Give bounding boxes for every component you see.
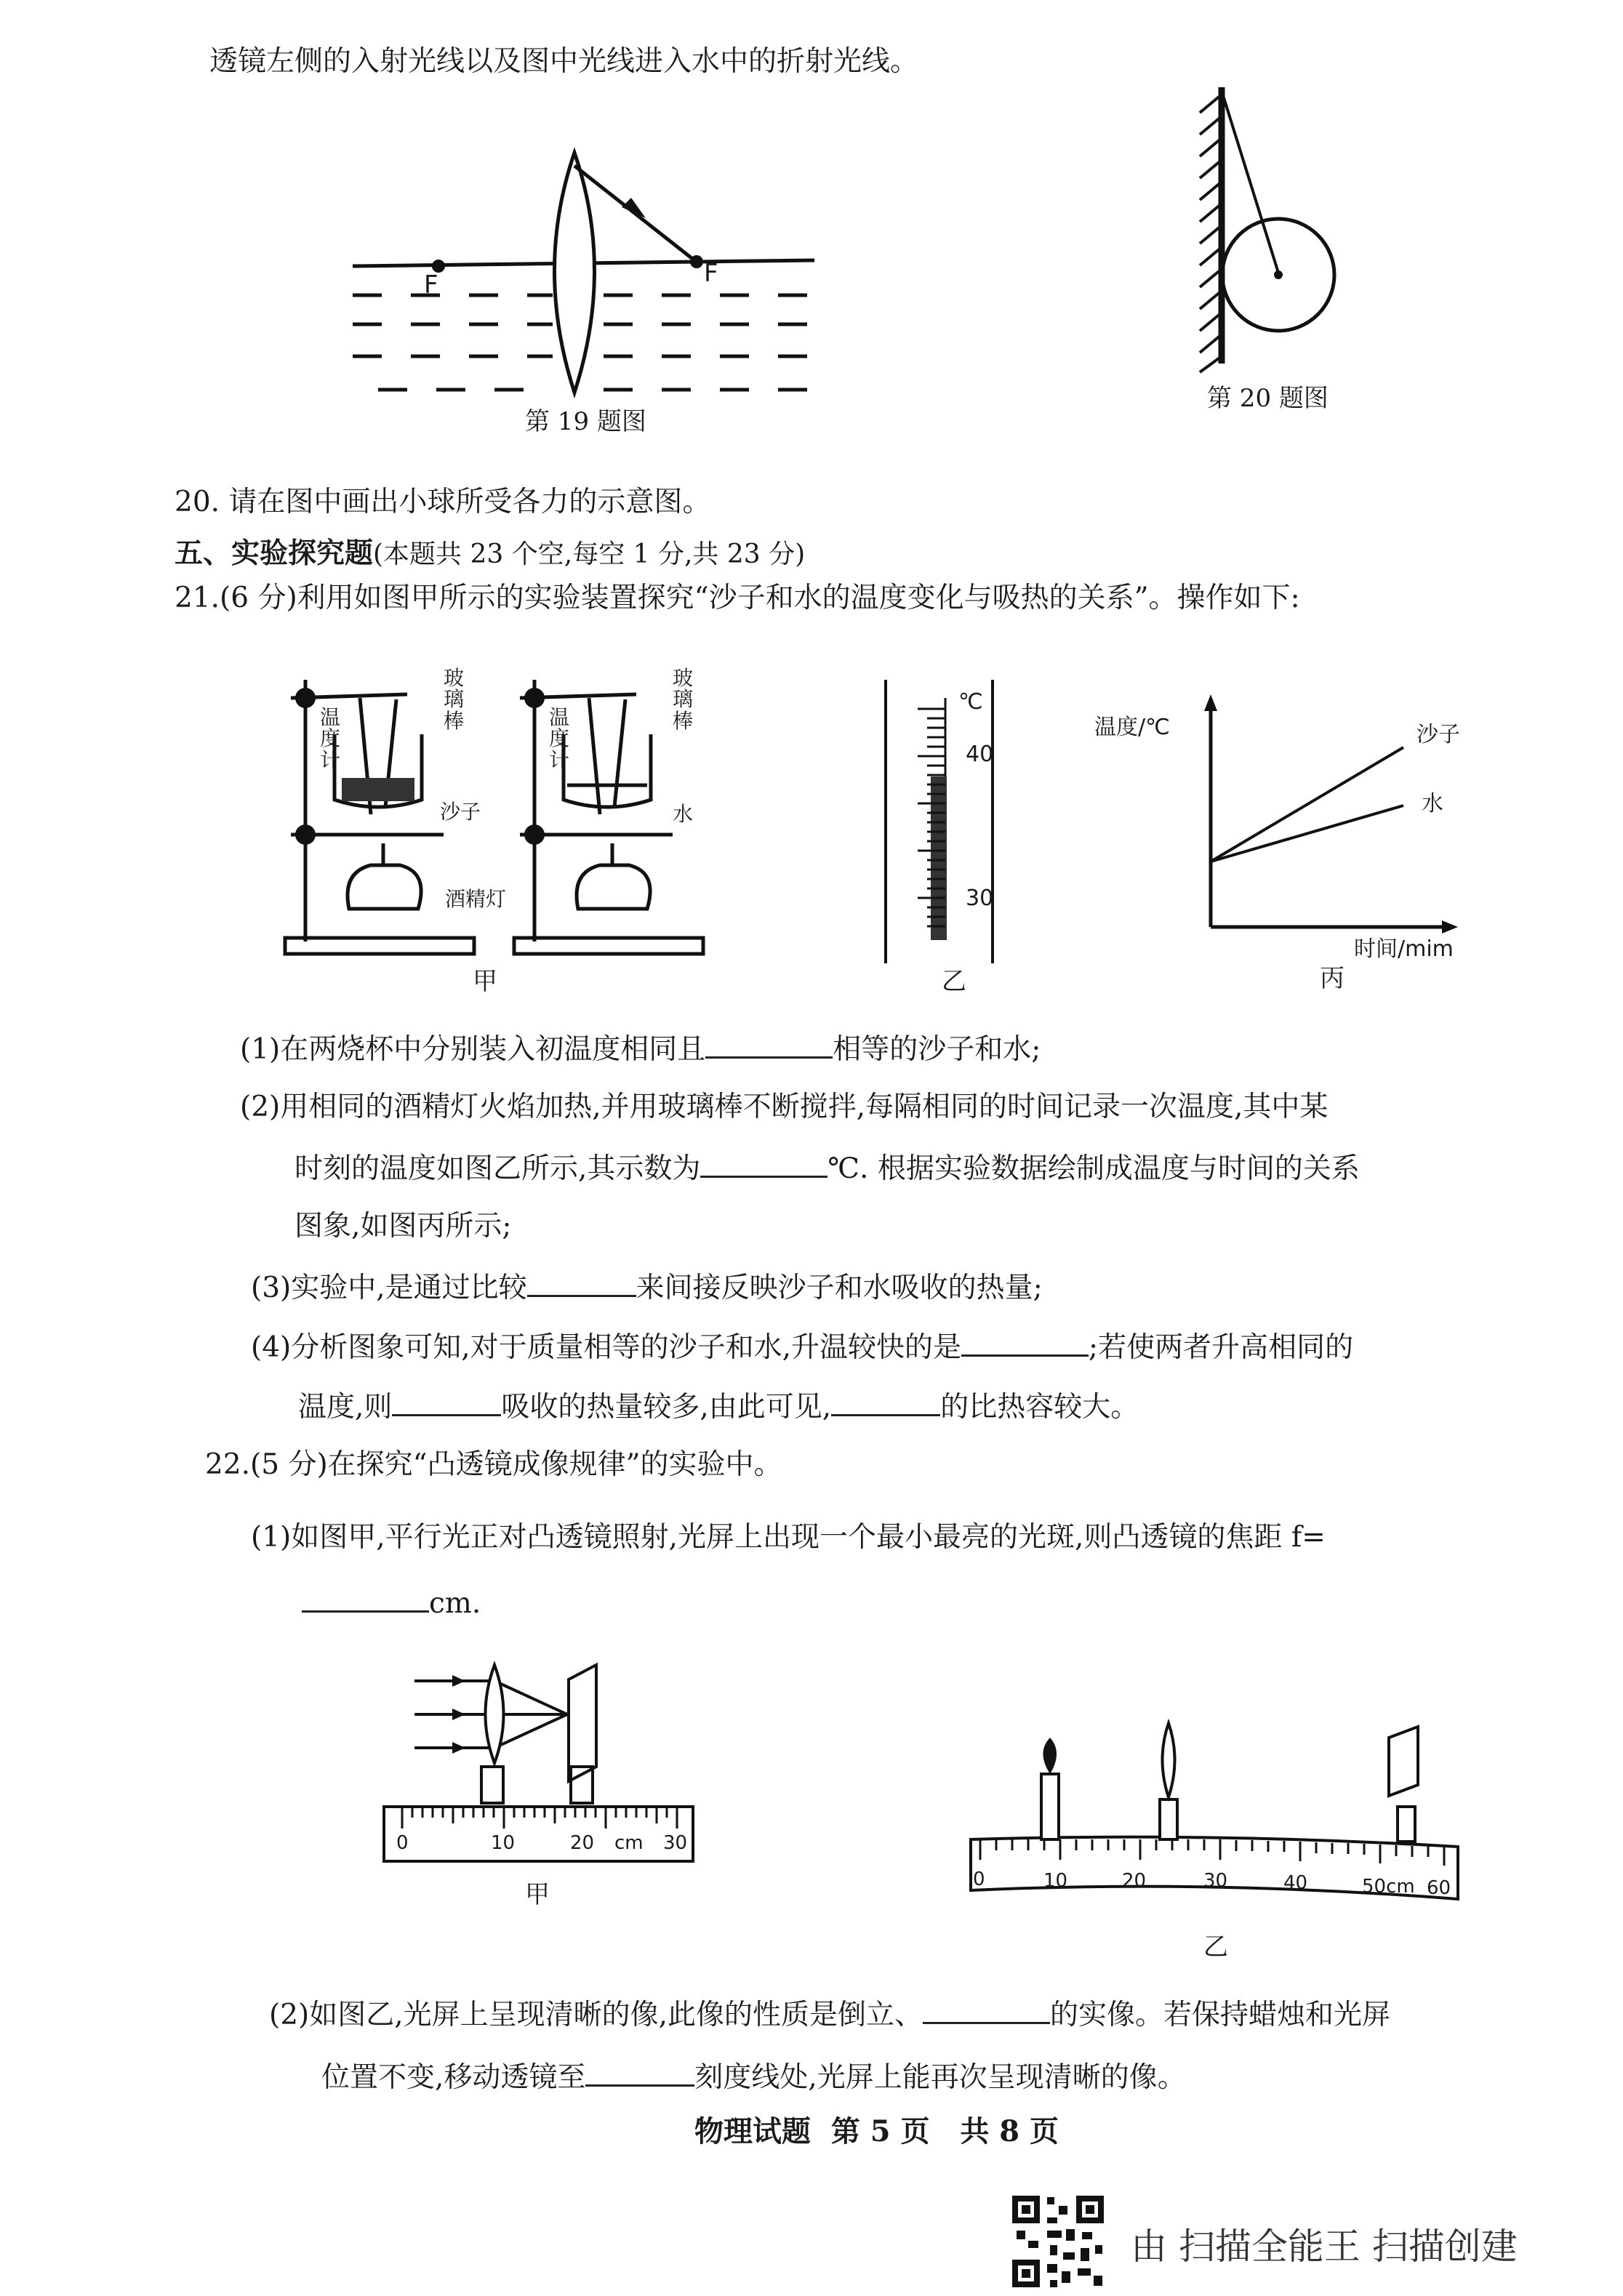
thermo-unit: ℃ bbox=[958, 689, 983, 715]
label-thermometer-a: 温度计 bbox=[320, 705, 341, 772]
ruler-a-unit: cm bbox=[614, 1832, 644, 1854]
label-thermometer-b: 温度计 bbox=[549, 705, 570, 772]
label-rod-b: 玻璃棒 bbox=[673, 666, 694, 733]
graph-water-label: 水 bbox=[1422, 791, 1443, 816]
graph-xlabel: 时间/mim bbox=[1354, 936, 1454, 962]
ruler-b-40: 40 bbox=[1283, 1872, 1308, 1894]
section5-title: 五、实验探究题 bbox=[175, 537, 374, 570]
q21-p4-line1: (4)分析图象可知,对于质量相等的沙子和水,升温较快的是 ;若使两者升高相同的 bbox=[251, 1329, 1353, 1365]
q21-stem: 21.(6 分)利用如图甲所示的实验装置探究“沙子和水的温度变化与吸热的关系”。操作如下: bbox=[175, 582, 1300, 614]
focus-right-label: F bbox=[704, 259, 718, 288]
thermo-tick-40: 40 bbox=[966, 742, 994, 767]
fig19-caption: 第 19 题图 bbox=[525, 407, 646, 436]
q21-p1: (1)在两烧杯中分别装入初温度相同且 相等的沙子和水; bbox=[240, 1031, 1041, 1067]
fig-c-caption: 丙 bbox=[1320, 964, 1345, 993]
ruler-a-0: 0 bbox=[396, 1832, 409, 1854]
section5-note: (本题共 23 个空,每空 1 分,共 23 分) bbox=[373, 539, 806, 569]
label-water: 水 bbox=[673, 802, 694, 826]
ruler-b-60: 60 bbox=[1427, 1877, 1451, 1899]
ruler-a-30: 30 bbox=[663, 1832, 688, 1854]
graph-sand-label: 沙子 bbox=[1416, 722, 1460, 747]
ruler-b-10: 10 bbox=[1043, 1870, 1068, 1892]
q20-text: 20. 请在图中画出小球所受各力的示意图。 bbox=[175, 486, 711, 518]
label-rod-a: 玻璃棒 bbox=[444, 666, 465, 733]
q22-fig-a-caption: 甲 bbox=[525, 1880, 550, 1909]
ruler-b-50: 50cm bbox=[1362, 1876, 1415, 1898]
footer-subject: 物理试题 bbox=[694, 2114, 811, 2148]
ruler-b-20: 20 bbox=[1122, 1870, 1147, 1892]
q22-p2-line1: (2)如图乙,光屏上呈现清晰的像,此像的性质是倒立、 的实像。若保持蜡烛和光屏 bbox=[269, 1996, 1390, 2033]
scanner-watermark: 由 扫描全能王 扫描创建 bbox=[1131, 2225, 1518, 2268]
q21-p2-line2: 时刻的温度如图乙所示,其示数为 ℃. 根据实验数据绘制成温度与时间的关系 bbox=[294, 1150, 1360, 1187]
graph-ylabel: 温度/℃ bbox=[1094, 715, 1170, 740]
fig20-caption: 第 20 题图 bbox=[1207, 384, 1329, 413]
footer-total: 共 8 页 bbox=[960, 2114, 1059, 2148]
q22-fig-b-caption: 乙 bbox=[1203, 1932, 1228, 1962]
q22-p1-line2: cm. bbox=[302, 1585, 481, 1621]
footer-page: 第 5 页 bbox=[830, 2114, 930, 2148]
q22-p2-line2: 位置不变,移动透镜至 刻度线处,光屏上能再次呈现清晰的像。 bbox=[321, 2059, 1186, 2095]
thermo-tick-30: 30 bbox=[966, 886, 994, 911]
fig-a-caption: 甲 bbox=[473, 967, 497, 996]
fig-b-caption: 乙 bbox=[942, 967, 966, 996]
ruler-b-0: 0 bbox=[973, 1868, 985, 1890]
ruler-a-20: 20 bbox=[570, 1832, 595, 1854]
q21-p2-line3: 图象,如图丙所示; bbox=[294, 1210, 512, 1243]
label-lamp: 酒精灯 bbox=[445, 887, 507, 911]
intro-text: 透镜左侧的入射光线以及图中光线进入水中的折射光线。 bbox=[209, 45, 919, 78]
focus-left-label: F bbox=[424, 270, 438, 300]
label-sand: 沙子 bbox=[440, 800, 481, 824]
q22-p1-line1: (1)如图甲,平行光正对凸透镜照射,光屏上出现一个最小最亮的光斑,则凸透镜的焦距 f= bbox=[251, 1521, 1326, 1554]
ruler-a-10: 10 bbox=[491, 1832, 516, 1854]
q21-p3: (3)实验中,是通过比较 来间接反映沙子和水吸收的热量; bbox=[251, 1269, 1043, 1306]
q22-stem: 22.(5 分)在探究“凸透镜成像规律”的实验中。 bbox=[205, 1448, 782, 1481]
q21-p2-line1: (2)用相同的酒精灯火焰加热,并用玻璃棒不断搅拌,每隔相同的时间记录一次温度,其中某 bbox=[240, 1091, 1329, 1123]
q21-p4-line2: 温度,则 吸收的热量较多,由此可见, 的比热容较大。 bbox=[298, 1389, 1139, 1425]
ruler-b-30: 30 bbox=[1203, 1870, 1228, 1892]
